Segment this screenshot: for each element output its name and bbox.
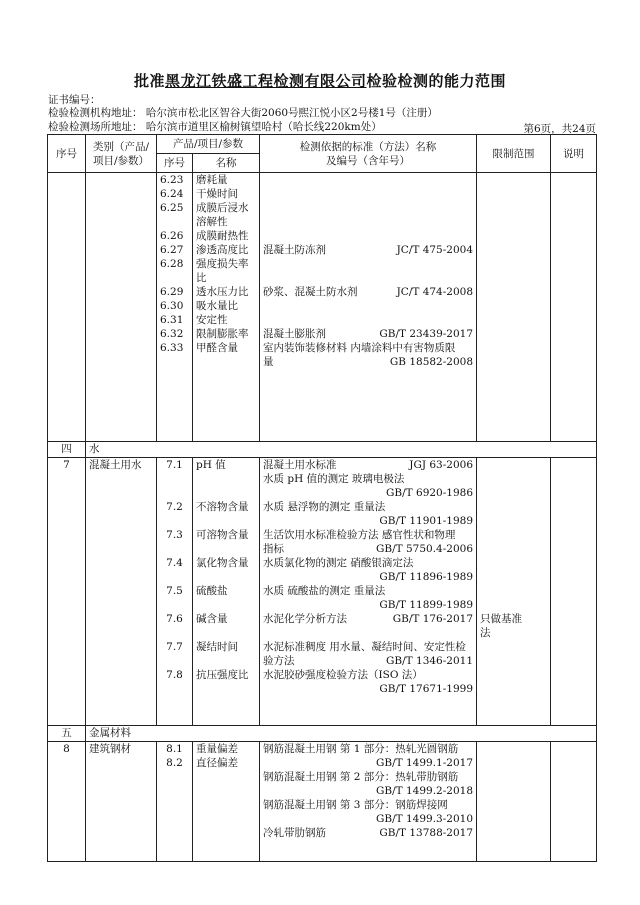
group7-limit: 只做基准 法 bbox=[477, 458, 551, 726]
col-sub-name: 名称 bbox=[193, 154, 260, 173]
org-address: 检验检测机构地址： 哈尔滨市松北区智谷大街2060号熙江悦小区2号楼1号（注册） bbox=[48, 107, 438, 119]
group7-numbers: 7.1 7.2 7.3 7.4 7.5 7.6 7.7 7.8 bbox=[157, 458, 193, 726]
site-address: 检验检测场所地址： 哈尔滨市道里区榆树镇望哈村（哈长线220km处） bbox=[48, 121, 382, 133]
col-standard-l2: 及编号（含年号） bbox=[326, 154, 411, 167]
block1-standards: 混凝土防冻剂 JC/T 475-2004 砂浆、混凝土防水剂 JC/T 474-2008 混凝土膨胀剂 GB/T 23439-2017 室内装饰装修材料 内墙涂料中有害物质限 量 GB 18582-2008 bbox=[260, 173, 477, 442]
col-limit: 限制范围 bbox=[477, 135, 551, 173]
table-row: 8 建筑钢材 8.1 8.2 重量偏差 直径偏差 钢筋混凝土用钢 第 1 部分：热轧光圆钢筋 GB/T 1499.1-2017 钢筋混凝土用钢 第 2 部分：热轧带肋钢筋 GB/T 1499.2-2018 钢筋混凝土用钢 第 3 部分：钢筋焊接网 GB/T 1499.3-2010 冷轧带肋钢筋 GB/T 13788-2017 bbox=[48, 742, 597, 862]
col-standard-l1: 检测依据的标准（方法）名称 bbox=[299, 140, 437, 153]
col-category bbox=[86, 135, 157, 173]
group7-standards: 混凝土用水标准 JGJ 63-2006 水质 pH 值的测定 玻璃电极法 GB/T 6920-1986 水质 悬浮物的测定 重量法 GB/T 11901-1989 生活饮用水标准检验方法 感官性状和物理 指标 GB/T 5750.4-2006 水质氯化物的测定 硝酸银滴定法 GB/T 11896-1989 水质 硫酸盐的测定 重量法 GB/T 11899-1989 水泥化学分析方法 GB/T 176-2017 水泥标准稠度 用水量、凝结时间、安定性检 验方法 GB/T 1346-2011 水泥胶砂强度检验方法（ISO 法） GB/T 17671-1999 bbox=[260, 458, 477, 726]
title-company: 黑龙江铁盛工程检测有限公司 bbox=[164, 72, 367, 90]
group7-names: pH 值 不溶物含量 可溶物含量 氯化物含量 硫酸盐 碱含量 凝结时间 抗压强度比 bbox=[193, 458, 260, 726]
block1-numbers: 6.23 6.24 6.25 6.26 6.27 6.28 6.29 6.30 6.31 6.32 6.33 bbox=[157, 173, 193, 442]
block1-names: 磨耗量 干燥时间 成膜后浸水 溶解性 成膜耐热性 渗透高度比 强度损失率 比 透水压力比 吸水量比 安定性 限制膨胀率 甲醛含量 bbox=[193, 173, 260, 442]
table-row bbox=[48, 173, 597, 442]
section-row-water: 四 水 bbox=[48, 442, 597, 458]
col-standard bbox=[260, 135, 477, 173]
col-seq: 序号 bbox=[48, 135, 86, 173]
title-suffix: 检验检测的能力范围 bbox=[366, 72, 507, 90]
group8-numbers: 8.1 8.2 bbox=[157, 742, 193, 862]
col-category-l2: 项目/参数） bbox=[92, 154, 150, 167]
col-note: 说明 bbox=[551, 135, 597, 173]
title-prefix: 批准 bbox=[133, 72, 165, 90]
page-number: 第6页，共24页 bbox=[523, 123, 596, 135]
cert-number-label: 证书编号： bbox=[48, 94, 101, 106]
group8-standards: 钢筋混凝土用钢 第 1 部分：热轧光圆钢筋 GB/T 1499.1-2017 钢筋混凝土用钢 第 2 部分：热轧带肋钢筋 GB/T 1499.2-2018 钢筋混凝土用钢 第 3 部分：钢筋焊接网 GB/T 1499.3-2010 冷轧带肋钢筋 GB/T 13788-2017 bbox=[260, 742, 477, 862]
section-row-metal: 五 金属材料 bbox=[48, 726, 597, 742]
capability-table bbox=[47, 134, 597, 862]
col-category-l1: 类别（产品/ bbox=[92, 140, 150, 153]
col-sub-no: 序号 bbox=[157, 154, 193, 173]
table-row: 7 混凝土用水 7.1 7.2 7.3 7.4 7.5 7.6 7.7 7.8 pH 值 不溶物含量 可溶物含量 氯化物含量 硫酸盐 碱含量 凝结时间 抗压强度比 混凝土用水标准 JGJ 63-2006 水质 pH 值的测定 玻璃电极法 GB/T 6920-1986 水质 悬浮物的测定 重量法 GB/T 11901-1989 生活饮用水标准检验方法 感官性状和物理 指标 GB/T 5750.4-2006 水质氯化物的测定 硝酸银滴定法 GB/T 11896-1989 水质 硫酸盐的测定 重量法 GB/T 11899-1989 水泥化学分析方法 GB/T 176-2017 水泥标准稠度 用水量、凝结时间、安定性检 验方法 GB/T 1346-2011 水泥胶砂强度检验方法（ISO 法） GB/T 17671-1999 只做基准 法 bbox=[48, 458, 597, 726]
col-product: 产品/项目/参数 bbox=[157, 135, 260, 154]
group8-names: 重量偏差 直径偏差 bbox=[193, 742, 260, 862]
page-title bbox=[0, 70, 640, 91]
